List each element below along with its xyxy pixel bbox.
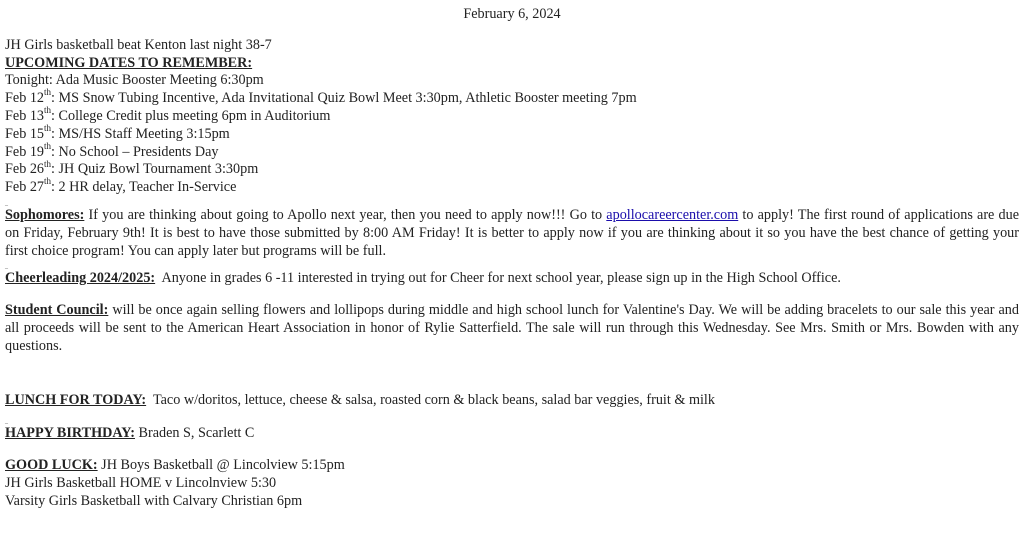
date-suffix: th	[44, 140, 52, 151]
date-day: Feb 27	[5, 179, 45, 196]
birthday-text: Braden S, Scarlett C	[134, 425, 255, 442]
lunch-text: Taco w/doritos, lettuce, cheese & salsa, roasted corn & black beans, salad bar veggies, fruit & milk	[146, 391, 715, 408]
upcoming-date-item	[5, 123, 1019, 144]
student-council-label: Student Council:	[5, 302, 109, 319]
apollo-career-center-link[interactable]: apollocareercenter.com	[606, 206, 739, 223]
date-day: Feb 12	[5, 90, 45, 107]
upcoming-heading-label: UPCOMING DATES TO REMEMBER:	[5, 54, 253, 71]
good-luck-first: JH Boys Basketball @ Lincolview 5:15pm	[97, 457, 345, 474]
cheerleading-label: Cheerleading 2024/2025:	[5, 270, 156, 287]
birthday-label: HAPPY BIRTHDAY:	[5, 425, 135, 442]
student-council-section	[5, 302, 1019, 355]
date-suffix: th	[44, 123, 52, 134]
date-day: Feb 15	[5, 125, 45, 142]
announcement-document	[5, 6, 1019, 511]
date-event: : 2 HR delay, Teacher In-Service	[51, 179, 237, 196]
sophomores-section	[5, 207, 1019, 260]
good-luck-section	[5, 457, 1019, 475]
headline: JH Girls basketball beat Kenton last night 38-7	[5, 36, 272, 53]
date-day: Feb 19	[5, 143, 45, 160]
student-council-text: will be once again selling flowers and lollipops during middle and high school lunch for Valentine's Day. We will be adding bracelets to our sale this year and all proceeds will be sent to the American Heart Association in honor of Rylie Satterfield. The sale will run through this Wednesday. See Mrs. Smith or Mrs. Bowden with any questions.	[5, 302, 1019, 354]
spacer-mark: _	[5, 200, 8, 207]
date-suffix: th	[44, 105, 52, 116]
date-day: Feb 26	[5, 161, 45, 178]
date-suffix: th	[44, 176, 52, 187]
date-event: : JH Quiz Bowl Tournament 3:30pm	[51, 161, 259, 178]
upcoming-dates-list	[5, 87, 1019, 197]
upcoming-tonight: Tonight: Ada Music Booster Meeting 6:30pm	[5, 72, 264, 89]
sophomores-label: Sophomores:	[5, 206, 85, 223]
sophomores-text-before: If you are thinking about going to Apollo next year, then you need to apply now!!! Go to	[84, 206, 607, 223]
upcoming-date-item	[5, 87, 1019, 108]
upcoming-date-item	[5, 176, 1019, 197]
lunch-section	[5, 392, 1019, 410]
upcoming-heading	[5, 55, 1019, 73]
spacer-mark: _	[5, 264, 8, 271]
cheerleading-text: Anyone in grades 6 -11 interested in trying out for Cheer for next school year, please sign up in the High School Office.	[155, 270, 841, 287]
birthday-section	[5, 425, 1019, 443]
date-event: : No School – Presidents Day	[51, 143, 219, 160]
cheerleading-section	[5, 270, 1019, 288]
upcoming-date-item	[5, 158, 1019, 179]
date-event: : MS Snow Tubing Incentive, Ada Invitational Quiz Bowl Meet 3:30pm, Athletic Booster meeting 7pm	[51, 90, 637, 107]
upcoming-date-item	[5, 140, 1019, 162]
upcoming-date-item	[5, 105, 1019, 126]
good-luck-label: GOOD LUCK:	[5, 457, 98, 474]
date-event: : MS/HS Staff Meeting 3:15pm	[51, 125, 230, 142]
good-luck-line: JH Girls Basketball HOME v Lincolnview 5:30	[5, 474, 277, 491]
document-date: February 6, 2024	[463, 6, 561, 22]
sophomores-text-after: to apply! The first round of applications are due on Friday, February 9th! It is best to have those submitted by 8:00 AM Friday! It is better to apply now if you are thinking about it so you have the best chance of getting your first choice program! You can apply later but programs will be full.	[5, 206, 1019, 259]
date-day: Feb 13	[5, 107, 45, 124]
spacer-mark: _	[5, 419, 8, 426]
date-suffix: th	[44, 87, 52, 98]
lunch-label: LUNCH FOR TODAY:	[5, 391, 147, 408]
good-luck-line: Varsity Girls Basketball with Calvary Christian 6pm	[5, 492, 303, 509]
date-suffix: th	[44, 158, 52, 169]
date-event: : College Credit plus meeting 6pm in Auditorium	[51, 107, 331, 124]
